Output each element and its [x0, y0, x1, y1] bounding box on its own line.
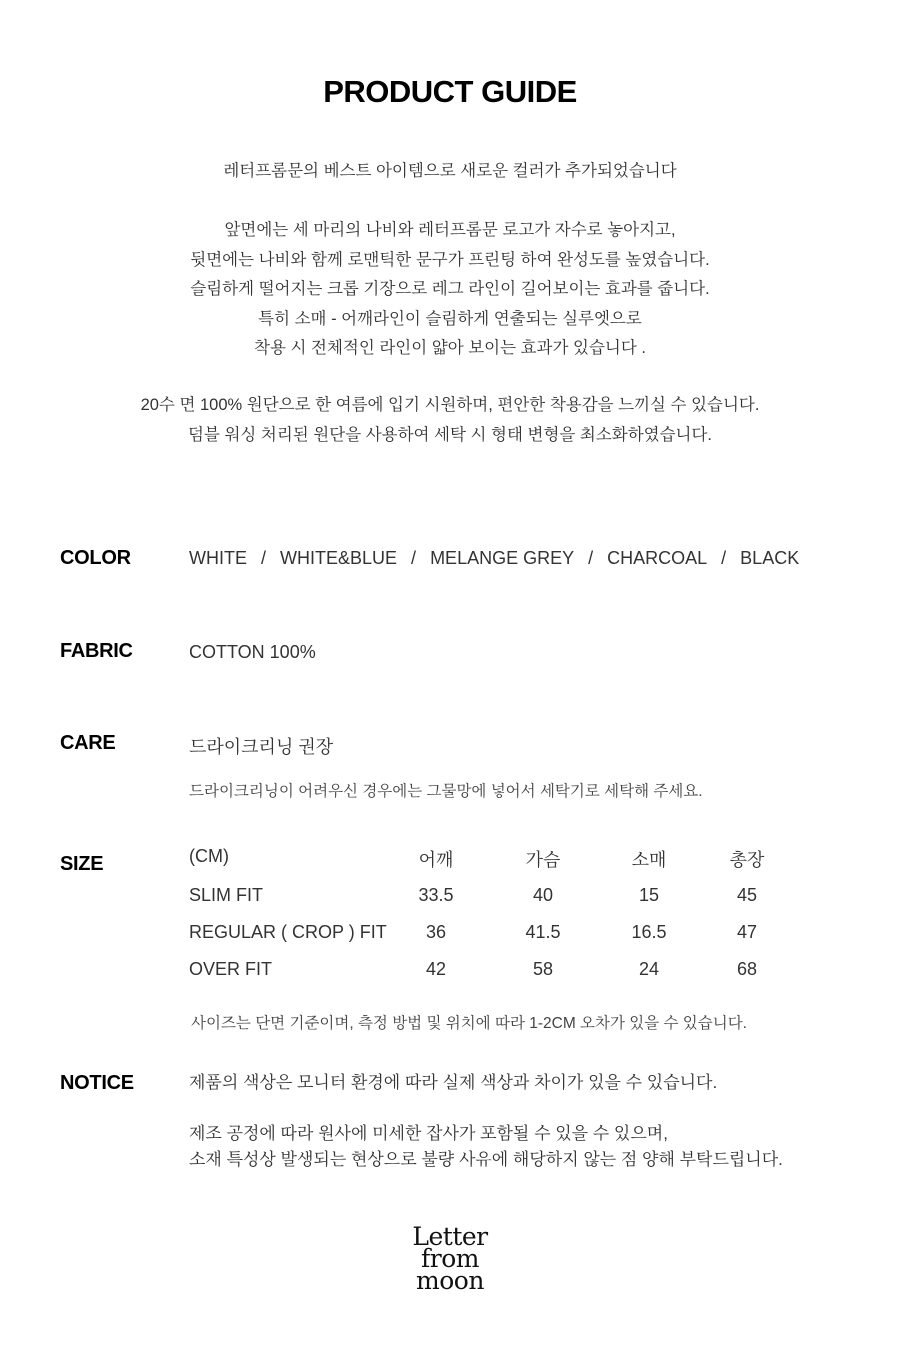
size-header: 어깨: [418, 850, 454, 870]
notice-label: NOTICE: [60, 1072, 134, 1094]
notice-line: 제품의 색상은 모니터 환경에 따라 실제 색상과 차이가 있을 수 있습니다.: [189, 1073, 718, 1092]
fabric-value: COTTON 100%: [189, 642, 316, 662]
separator: /: [588, 548, 594, 568]
brand-logo: [0, 1222, 900, 1295]
size-fit-name: OVER FIT: [189, 959, 273, 979]
separator: /: [261, 548, 267, 568]
intro-line: 착용 시 전체적인 라인이 얇아 보이는 효과가 있습니다 .: [254, 339, 646, 357]
color-option: MELANGE GREY: [430, 548, 575, 568]
size-cell: 58: [532, 959, 554, 979]
size-cell: 15: [638, 885, 660, 905]
color-option: BLACK: [740, 548, 800, 568]
color-label: COLOR: [60, 547, 131, 569]
notice-text-2: [189, 1121, 783, 1173]
color-option: WHITE: [189, 548, 247, 568]
size-cell: 68: [736, 959, 758, 979]
fabric-label: FABRIC: [60, 640, 133, 662]
intro-line: 20수 면 100% 원단으로 한 여름에 입기 시원하며, 편안한 착용감을 느끼실 수 있습니다.: [140, 396, 760, 414]
color-options: [189, 548, 799, 569]
size-header: 소매: [631, 850, 667, 870]
care-label: CARE: [60, 732, 116, 754]
size-note: 사이즈는 단면 기준이며, 측정 방법 및 위치에 따라 1-2CM 오차가 있을 수 있습니다.: [191, 1015, 747, 1032]
intro-line: 슬림하게 떨어지는 크롭 기장으로 레그 라인이 길어보이는 효과를 줍니다.: [190, 280, 710, 298]
intro-line: 레터프롬문의 베스트 아이템으로 새로운 컬러가 추가되었습니다: [223, 162, 677, 180]
intro-paragraph-2: [0, 216, 900, 364]
size-cell: 36: [425, 922, 447, 942]
separator: /: [411, 548, 417, 568]
size-cell: 33.5: [418, 885, 454, 905]
notice-text-1: [189, 1070, 717, 1096]
size-cell: 42: [425, 959, 447, 979]
notice-line: 제조 공정에 따라 원사에 미세한 잡사가 포함될 수 있을 수 있으며,: [189, 1124, 668, 1143]
size-header: 총장: [729, 850, 765, 870]
size-cell: 16.5: [631, 922, 667, 942]
logo-line: from: [421, 1244, 479, 1273]
care-value: 드라이크리닝 권장: [189, 737, 334, 757]
size-header-unit: (CM): [189, 846, 229, 866]
notice-line: 소재 특성상 발생되는 현상으로 불량 사유에 해당하지 않는 점 양해 부탁드립니다.: [189, 1150, 783, 1169]
intro-paragraph-1: [0, 157, 900, 187]
page-title: PRODUCT GUIDE: [323, 74, 577, 109]
intro-paragraph-3: [0, 391, 900, 450]
size-fit-name: SLIM FIT: [189, 885, 264, 905]
separator: /: [721, 548, 727, 568]
color-option: WHITE&BLUE: [280, 548, 398, 568]
color-option: CHARCOAL: [607, 548, 708, 568]
size-label: SIZE: [60, 853, 104, 875]
intro-line: 특히 소매 - 어깨라인이 슬림하게 연출되는 실루엣으로: [258, 309, 642, 328]
size-cell: 40: [532, 885, 554, 905]
logo-line: moon: [416, 1266, 484, 1295]
size-cell: 24: [638, 959, 660, 979]
intro-line: 앞면에는 세 마리의 나비와 레터프롬문 로고가 자수로 놓아지고,: [224, 221, 676, 239]
size-cell: 47: [736, 922, 758, 942]
size-fit-name: REGULAR ( CROP ) FIT: [189, 922, 387, 942]
size-cell: 41.5: [525, 922, 561, 942]
size-header: 가슴: [525, 850, 561, 870]
intro-line: 덤블 워싱 처리된 원단을 사용하여 세탁 시 형태 변형을 최소화하였습니다.: [187, 425, 712, 444]
logo-line: Letter: [412, 1222, 488, 1251]
size-cell: 45: [736, 885, 758, 905]
intro-line: 뒷면에는 나비와 함께 로맨틱한 문구가 프린팅 하여 완성도를 높였습니다.: [190, 250, 710, 269]
care-note: 드라이크리닝이 어려우신 경우에는 그물망에 넣어서 세탁기로 세탁해 주세요.: [189, 783, 703, 800]
